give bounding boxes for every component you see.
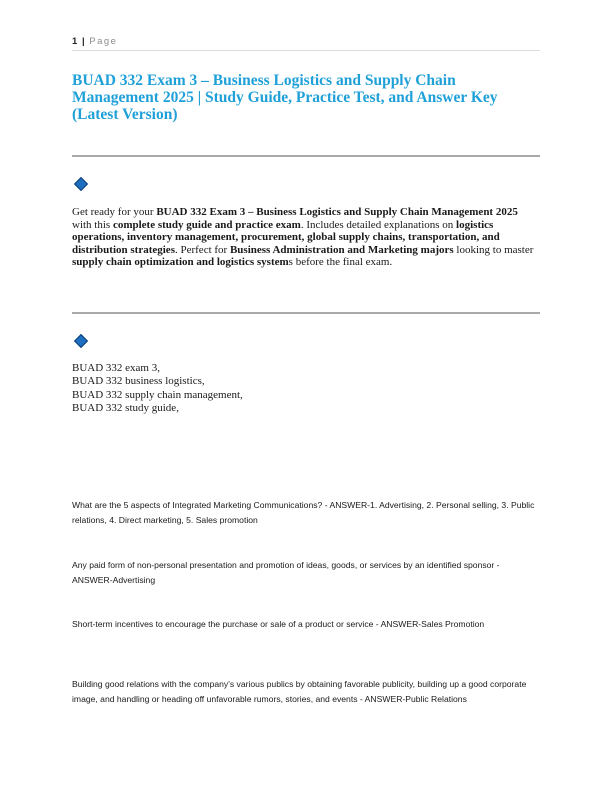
- keyword-item: BUAD 332 study guide,: [72, 401, 179, 414]
- page-separator: |: [81, 36, 85, 47]
- keyword-list: [72, 362, 540, 415]
- keyword-item: BUAD 332 exam 3,: [72, 362, 160, 374]
- qa-item-imc-aspects: What are the 5 aspects of Integrated Marketing Communications? - ANSWER-1. Advertising, 2. Personal selling, 3. Public relations, 4. Direct marketing, 5. Sales promotion: [72, 500, 535, 525]
- keyword-item: BUAD 332 supply chain management,: [72, 388, 243, 401]
- intro-text-2: with this: [72, 218, 113, 231]
- intro-text-4: . Perfect for: [174, 243, 230, 256]
- intro-bold-course: BUAD 332 Exam 3 – Business Logistics and Supply Chain Management 2025: [156, 206, 518, 218]
- section-divider-bottom: [72, 312, 540, 314]
- page-number: 1: [72, 36, 78, 47]
- intro-bold-guide: complete study guide and practice exam: [112, 218, 301, 231]
- intro-paragraph: [72, 206, 540, 269]
- page-word: Page: [89, 36, 118, 47]
- diamond-bullet-icon: [74, 177, 88, 191]
- intro-bold-majors: Business Administration and Marketing majors: [229, 243, 454, 256]
- intro-bold-optimization: supply chain optimization and logistics system: [72, 256, 289, 269]
- intro-text-1: Get ready for your: [72, 206, 157, 218]
- intro-text-3: . Includes detailed explanations on: [300, 218, 457, 231]
- document-title: BUAD 332 Exam 3 – Business Logistics and Supply Chain Management 2025 | Study Guide, Practice Test, and Answer Key (Latest Version): [72, 72, 498, 123]
- qa-item-public-relations: Building good relations with the company's various publics by obtaining favorable publicity, building up a good corporate image, and handling or heading off unfavorable rumors, stories, and events - ANSWER-Public Relations: [72, 679, 527, 704]
- qa-item-advertising: Any paid form of non-personal presentation and promotion of ideas, goods, or services by an identified sponsor - ANSWER-Advertising: [72, 560, 500, 585]
- page-header: [72, 36, 540, 51]
- keyword-item: BUAD 332 business logistics,: [72, 375, 205, 388]
- qa-item-sales-promotion: Short-term incentives to encourage the purchase or sale of a product or service - ANSWER-Sales Promotion: [72, 619, 485, 629]
- diamond-bullet-icon: [74, 334, 88, 348]
- intro-text-5: looking to master: [453, 243, 534, 256]
- intro-text-6: s before the final exam.: [288, 256, 393, 269]
- section-divider-top: [72, 155, 540, 157]
- intro-bold-topics: logistics operations, inventory management, procurement, global supply chains, transportation, and distribution strategies: [72, 218, 500, 256]
